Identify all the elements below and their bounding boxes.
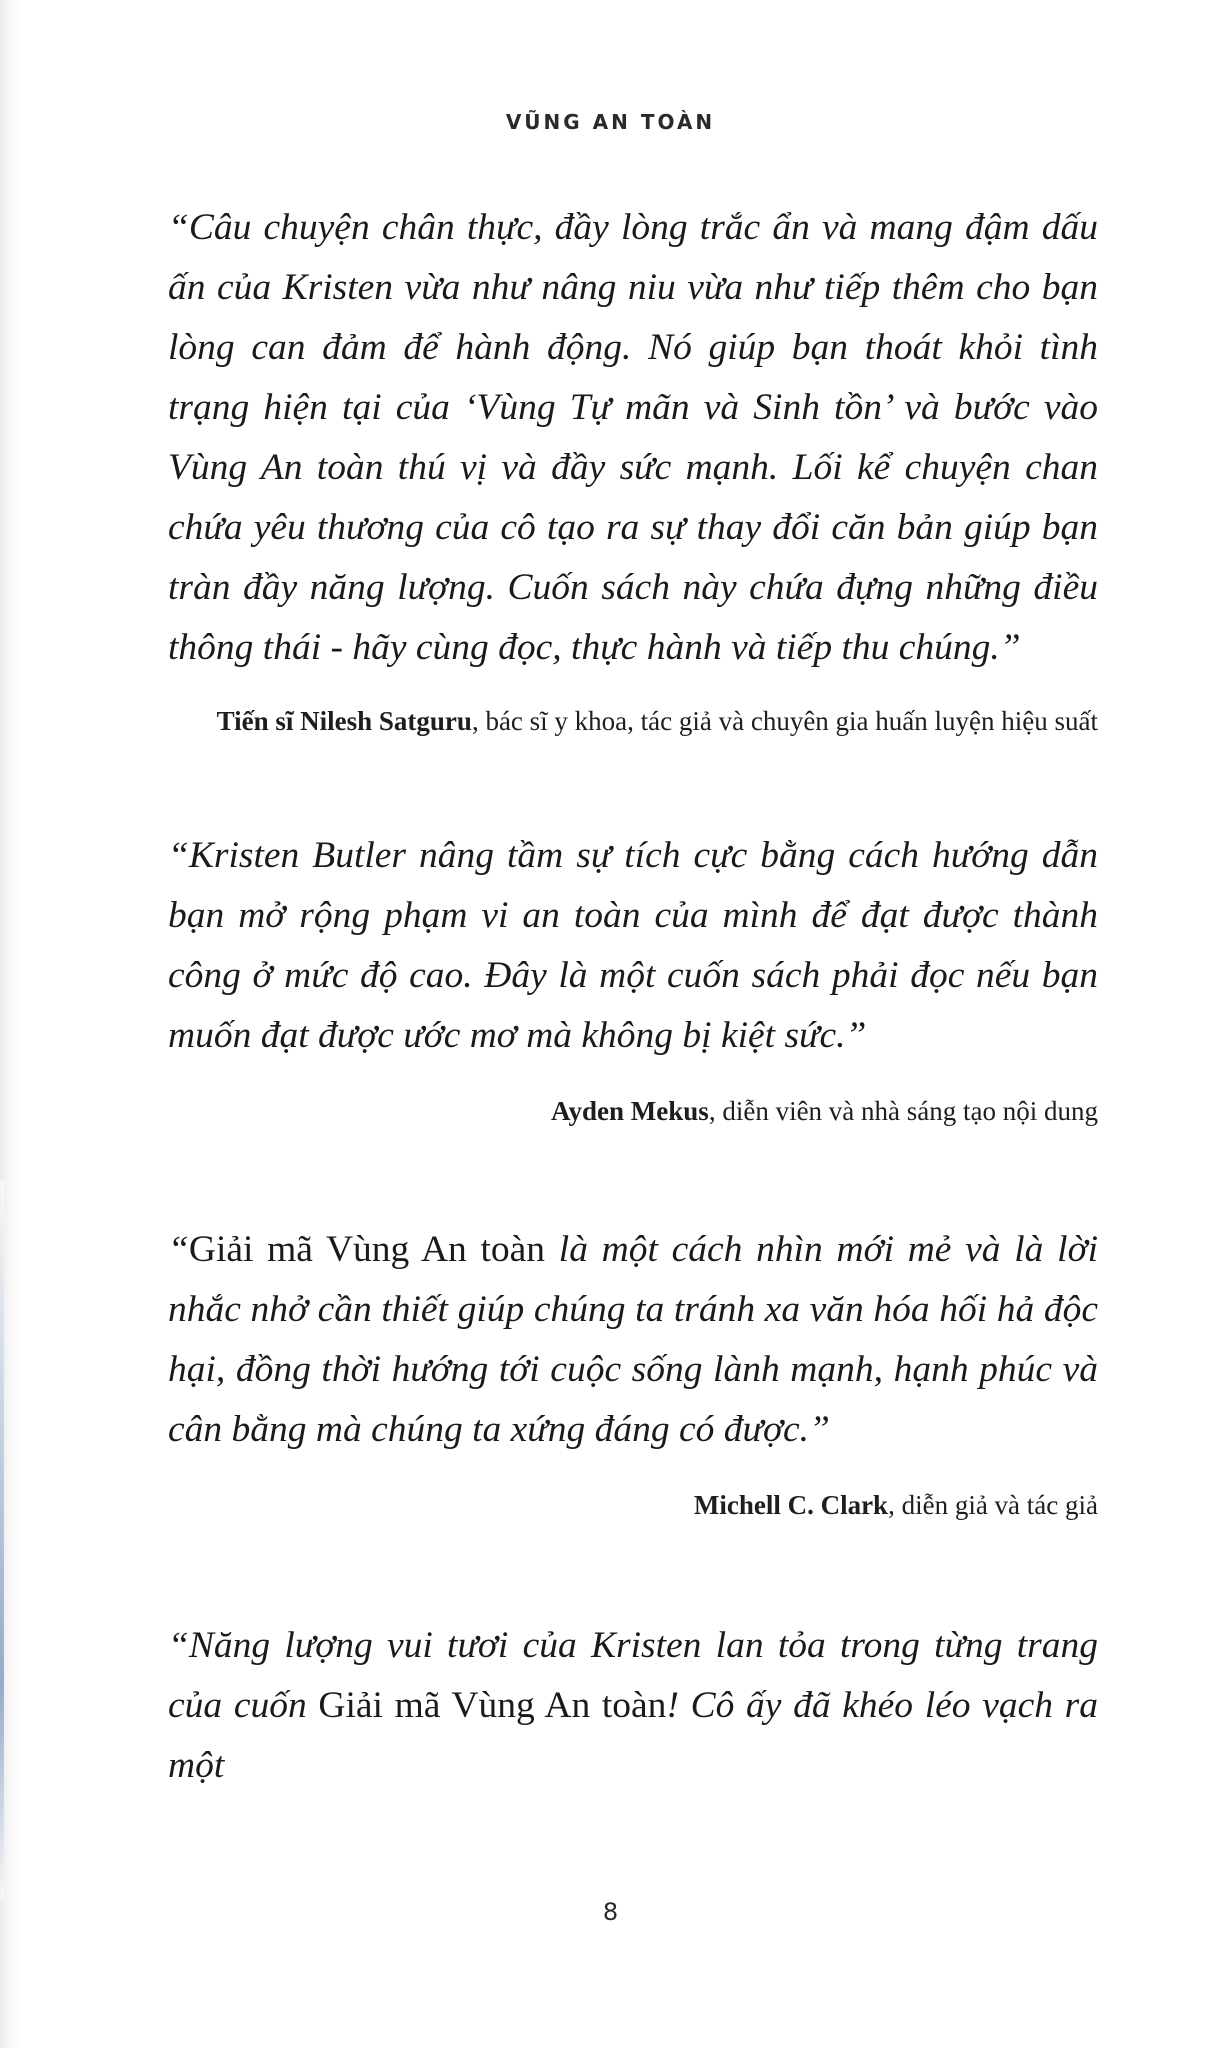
- testimonial-quote-4: [168, 1616, 1098, 1796]
- page-content: [168, 198, 1098, 1796]
- attribution-author-3: Michell C. Clark: [693, 1490, 889, 1520]
- page-number: 8: [602, 1898, 619, 1926]
- attribution-role-3: , diễn giả và tác giả: [888, 1490, 1098, 1520]
- attribution-role-1: , bác sĩ y khoa, tác giả và chuyên gia huấn luyện hiệu suất: [471, 706, 1098, 736]
- attribution-author-1: Tiến sĩ Nilesh Satguru: [216, 706, 472, 736]
- quote-4-body: “Năng lượng vui tươi của Kristen lan tỏa trong từng trang của cuốn: [168, 1625, 1098, 1726]
- book-title-reference-2: Giải mã Vùng An toàn: [318, 1685, 667, 1726]
- attribution-role-2: , diễn viên và nhà sáng tạo nội dung: [708, 1096, 1098, 1126]
- book-title-reference: Giải mã Vùng An toàn: [188, 1229, 546, 1270]
- testimonial-quote-2: “Kristen Butler nâng tầm sự tích cực bằng cách hướng dẫn bạn mở rộng phạm vi an toàn của mình để đạt được thành công ở mức độ cao. Đây là một cuốn sách phải đọc nếu bạn muốn đạt được ước mơ mà không bị kiệt sức.”: [168, 835, 1098, 1056]
- testimonial-quote-3: [168, 1220, 1098, 1460]
- quote-3-body: là một cách nhìn mới mẻ và là lời nhắc nhở cần thiết giúp chúng ta tránh xa văn hóa hối hả độc hại, đồng thời hướng tới cuộc sống lành mạnh, hạnh phúc và cân bằng mà chúng ta xứng đáng có được.”: [168, 1229, 1098, 1450]
- attribution-author-2: Ayden Mekus: [551, 1096, 709, 1126]
- testimonial-attribution-1: [168, 698, 1098, 744]
- page-edge-shadow: [0, 1180, 4, 1900]
- testimonial-attribution-3: [168, 1482, 1098, 1528]
- testimonial-attribution-2: [168, 1088, 1098, 1134]
- testimonial-quote-1: “Câu chuyện chân thực, đầy lòng trắc ẩn và mang đậm dấu ấn của Kristen vừa như nâng niu vừa như tiếp thêm cho bạn lòng can đảm để hành động. Nó giúp bạn thoát khỏi tình trạng hiện tại của ‘Vùng Tự mãn và Sinh tồn’ và bước vào Vùng An toàn thú vị và đầy sức mạnh. Lối kể chuyện chan chứa yêu thương của cô tạo ra sự thay đổi căn bản giúp bạn tràn đầy năng lượng. Cuốn sách này chứa đựng những điều thông thái - hãy cùng đọc, thực hành và tiếp thu chúng.”: [168, 207, 1098, 668]
- quote-3-open: “: [168, 1229, 189, 1270]
- running-title: VŨNG AN TOÀN: [505, 110, 716, 134]
- quote-4-continuation: ! Cô ấy đã khéo léo vạch ra một: [168, 1685, 1099, 1786]
